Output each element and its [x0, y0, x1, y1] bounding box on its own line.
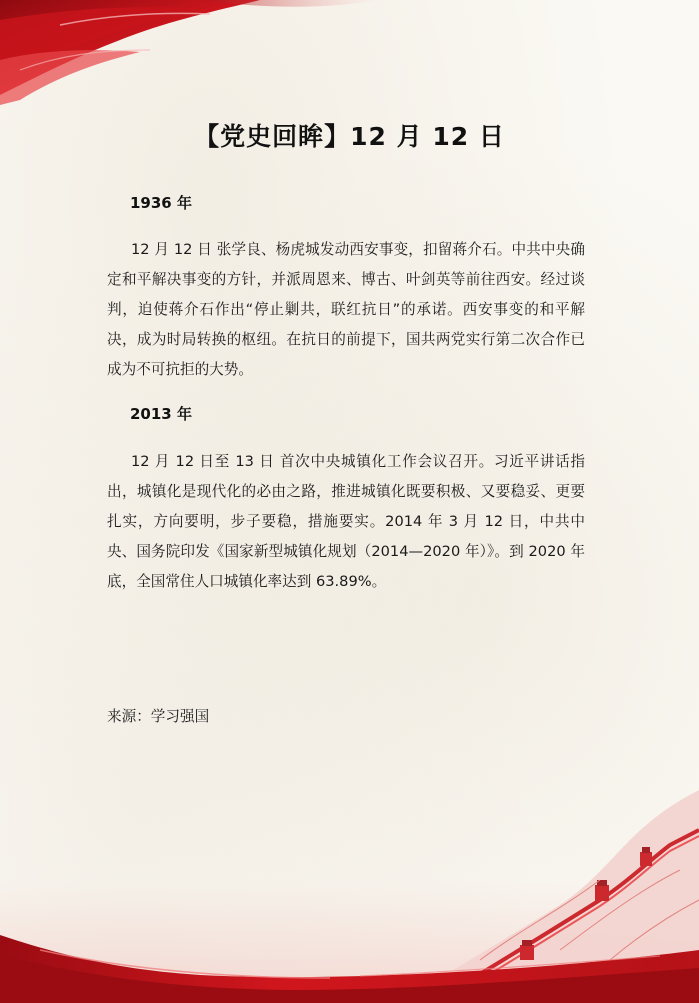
- page-title: 【党史回眸】12 月 12 日: [194, 122, 505, 151]
- section-paragraph-2013: 12 月 12 日至 13 日 首次中央城镇化工作会议召开。习近平讲话指出，城镇化是现代化的必由之路，推进城镇化既要积极、又要稳妥、更要扎实，方向要明，步子要稳，措施要实。2014 年 3 月 12 日，中共中央、国务院印发《国家新型城镇化规划（2014—2020 年）》。到 2020 年底，全国常住人口城镇化率达到 63.89%。: [107, 453, 585, 590]
- section-paragraph-1936: 12 月 12 日 张学良、杨虎城发动西安事变，扣留蒋介石。中共中央确定和平解决事变的方针，并派周恩来、博古、叶剑英等前往西安。经过谈判，迫使蒋介石作出“停止剿共，联红抗日”的承诺。西安事变的和平解决，成为时局转换的枢纽。在抗日的前提下，国共两党实行第二次合作已成为不可抗拒的大势。: [107, 241, 585, 378]
- section-year-1936: 1936 年: [130, 194, 192, 212]
- source-credit: 来源：学习强国: [107, 708, 210, 725]
- section-year-2013: 2013 年: [130, 405, 192, 423]
